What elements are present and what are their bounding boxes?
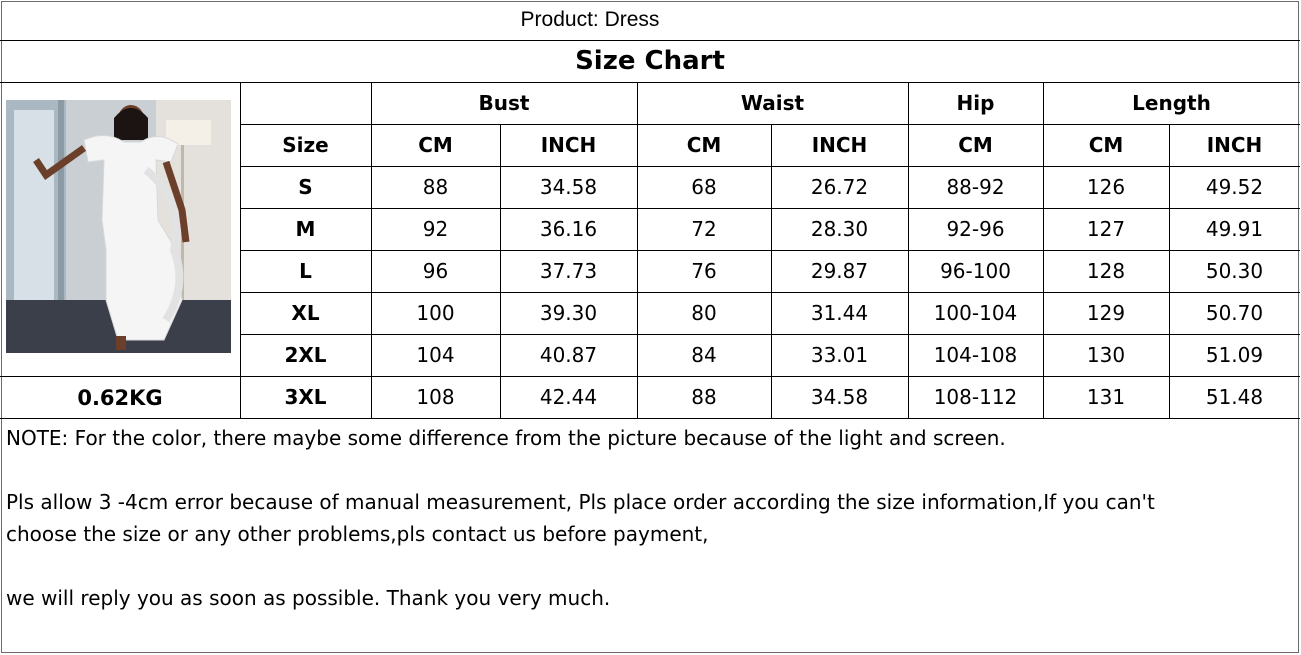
dress-model-photo-icon [6, 100, 231, 353]
size-label: 3XL [284, 385, 327, 409]
table-cell: 26.72 [810, 175, 869, 199]
note-measurement: Pls allow 3 -4cm error because of manual measurement, Pls place order according the size information,If you can't [6, 490, 1155, 514]
table-cell: 28.30 [810, 217, 869, 241]
table-cell: 37.73 [539, 259, 598, 283]
note-color: NOTE: For the color, there maybe some difference from the picture because of the light and screen. [6, 426, 1006, 450]
column-header-unit: CM [1088, 133, 1124, 157]
table-cell: 50.30 [1205, 259, 1264, 283]
table-cell: 80 [691, 301, 717, 325]
column-header-unit: INCH [540, 133, 597, 157]
table-cell: 126 [1086, 175, 1126, 199]
group-header-length: Length [1132, 91, 1211, 115]
table-cell: 34.58 [539, 175, 598, 199]
table-cell: 50.70 [1205, 301, 1264, 325]
size-label: L [299, 259, 312, 283]
package-weight: 0.62KG [77, 385, 163, 410]
table-cell: 34.58 [810, 385, 869, 409]
size-label: M [295, 217, 316, 241]
table-cell: 100-104 [933, 301, 1018, 325]
divider [0, 418, 1300, 419]
page-title: Size Chart [575, 46, 725, 76]
group-header-bust: Bust [478, 91, 530, 115]
table-cell: 96 [422, 259, 449, 283]
table-cell: 40.87 [539, 343, 598, 367]
table-cell: 68 [691, 175, 717, 199]
table-cell: 104-108 [933, 343, 1018, 367]
table-cell: 51.09 [1205, 343, 1264, 367]
table-cell: 129 [1086, 301, 1126, 325]
column-header-unit: CM [418, 133, 453, 157]
table-cell: 29.87 [810, 259, 869, 283]
table-cell: 49.91 [1205, 217, 1264, 241]
product-label: Product: Dress [520, 8, 660, 31]
table-cell: 39.30 [539, 301, 598, 325]
table-cell: 76 [691, 259, 717, 283]
group-header-hip: Hip [956, 91, 995, 115]
table-cell: 84 [691, 343, 717, 367]
table-cell: 127 [1086, 217, 1126, 241]
column-header-size: Size [282, 133, 329, 157]
table-cell: 42.44 [539, 385, 598, 409]
table-cell: 92-96 [946, 217, 1005, 241]
table-cell: 88-92 [946, 175, 1005, 199]
table-cell: 131 [1086, 385, 1126, 409]
note-reply: we will reply you as soon as possible. Thank you very much. [6, 586, 611, 610]
table-cell: 130 [1086, 343, 1126, 367]
column-header-unit: CM [958, 133, 993, 157]
table-cell: 36.16 [539, 217, 598, 241]
table-cell: 108 [416, 385, 455, 409]
table-cell: 51.48 [1205, 385, 1264, 409]
column-header-unit: INCH [811, 133, 868, 157]
table-cell: 49.52 [1205, 175, 1264, 199]
table-cell: 96-100 [940, 259, 1011, 283]
group-header-waist: Waist [740, 91, 805, 115]
column-header-unit: CM [686, 133, 722, 157]
table-cell: 108-112 [933, 385, 1018, 409]
table-cell: 88 [422, 175, 449, 199]
table-cell: 31.44 [810, 301, 869, 325]
table-cell: 104 [416, 343, 455, 367]
table-cell: 88 [691, 385, 717, 409]
table-cell: 92 [422, 217, 449, 241]
size-label: XL [291, 301, 320, 325]
table-cell: 128 [1086, 259, 1126, 283]
size-label: S [298, 175, 313, 199]
table-cell: 100 [416, 301, 455, 325]
size-label: 2XL [284, 343, 327, 367]
note-measurement-cont: choose the size or any other problems,pls contact us before payment, [6, 522, 709, 546]
column-header-unit: INCH [1206, 133, 1263, 157]
table-cell: 72 [691, 217, 717, 241]
table-cell: 33.01 [810, 343, 869, 367]
